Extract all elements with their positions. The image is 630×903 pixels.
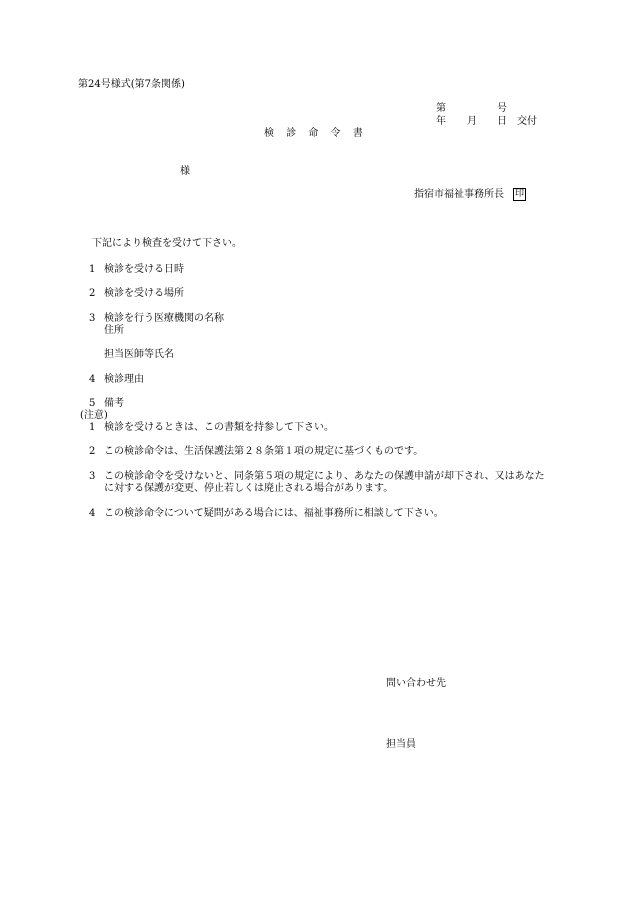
item-number: 4 [89,374,96,385]
item-label: 検診を受ける場所 [104,288,184,299]
item-label: 検診理由 [104,374,144,385]
item-label: 検診を行う医療機関の名称 [104,313,224,324]
item-label: 備考 [104,398,124,409]
notes-heading: (注意) [80,410,108,421]
document-number-prefix: 第 [436,103,446,114]
staff-label: 担当員 [386,739,416,750]
note-text-line1: この検診命令を受けないと、同条第５項の規定により、あなたの保護申請が却下され、又はあなた [104,471,545,482]
item-number: 1 [89,264,96,275]
addressee-suffix: 様 [180,166,190,177]
item-number: 2 [89,288,96,299]
date-issued: 交付 [517,116,537,127]
note-number: 1 [89,422,96,433]
note-number: 2 [89,446,96,457]
item-sub-doctor: 担当医師等氏名 [104,349,174,360]
item-sub-address: 住所 [104,325,124,336]
note-text-line2: に対する保護が変更、停止若しくは廃止される場合があります。 [104,483,394,494]
note-text: この検診命令について疑問がある場合には、福祉事務所に相談して下さい。 [104,508,444,519]
intro-text: 下記により検査を受けて下さい。 [92,238,242,249]
form-number: 第24号様式(第7条関係) [78,79,185,90]
contact-label: 問い合わせ先 [386,678,446,689]
note-number: 3 [89,471,96,482]
document-number-suffix: 号 [497,103,507,114]
official-seal-box: 印 [514,189,524,199]
note-number: 4 [89,508,96,519]
note-text: この検診命令は、生活保護法第２８条第１項の規定に基づくものです。 [104,446,424,457]
date-month: 月 [467,116,477,127]
note-text: 検診を受けるときは、この書類を持参して下さい。 [104,422,334,433]
document-title: 検 診 命 令 書 [264,128,363,139]
issuer-name: 指宿市福祉事務所長 [414,189,504,200]
item-label: 検診を受ける日時 [104,264,184,275]
date-year: 年 [436,116,446,127]
date-day: 日 [497,116,507,127]
item-number: 3 [89,313,96,324]
item-number: 5 [89,398,96,409]
